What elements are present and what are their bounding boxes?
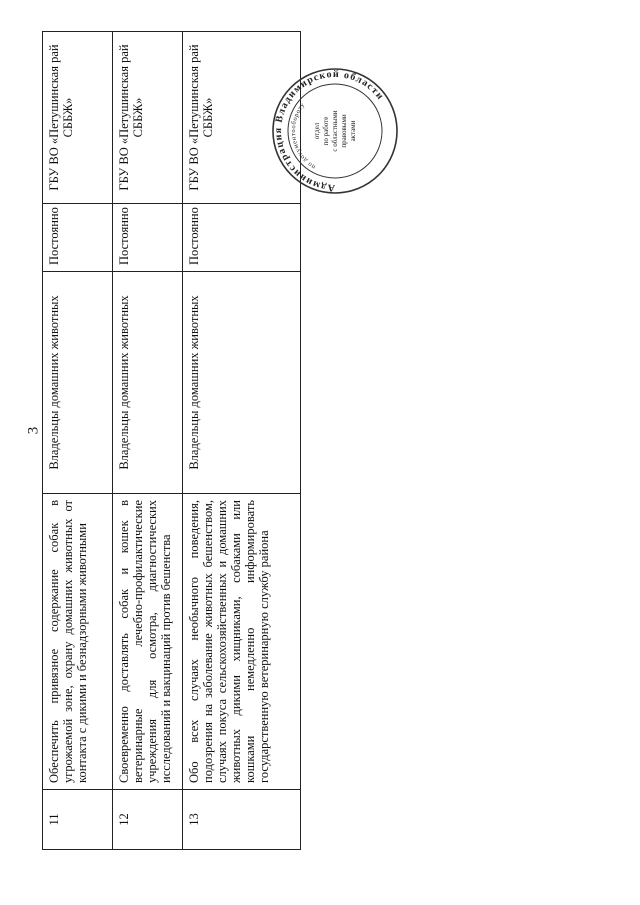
row-number: 11 (43, 790, 113, 850)
responsible: ГБУ ВО «Петушинская рай СББЖ» (43, 32, 113, 204)
measure-description: Своевременно доставлять собак и кошек в ветеринарные лечебно-профилактические учреждения для осмотра, диагностических исследований и вакцинаций против бешенства (113, 494, 183, 790)
rotated-page (42, 32, 300, 850)
deadline: Постоянно (183, 204, 301, 272)
row-number: 13 (183, 790, 301, 850)
deadline: Постоянно (43, 204, 113, 272)
page-number: 3 (25, 426, 42, 435)
responsible: ГБУ ВО «Петушинская рай СББЖ» (183, 32, 301, 204)
stamp-line: с областными (331, 110, 339, 152)
table-row (113, 32, 183, 850)
stamp-line: отдел (313, 122, 321, 140)
executor: Владельцы домашних животных (113, 272, 183, 494)
stamp-line: правовыми (340, 114, 348, 148)
table-row (43, 32, 113, 850)
official-stamp (270, 66, 400, 196)
measures-table (42, 31, 301, 850)
measure-description: Обеспечить привязное содержание собак в угрожаемой зоне, охрану домашних животных от контакта с дикими и безнадзорными животными (43, 494, 113, 790)
deadline: Постоянно (113, 204, 183, 272)
row-number: 12 (113, 790, 183, 850)
measure-description: Обо всех случаях необычного поведения, подозрения на заболевание животных бешенством, случаях покуса сельскохозяйственных и домашних животных дикими хищниками, собаками или кошками немедленно информировать государственную ветеринарную службу района (183, 494, 301, 790)
stamp-top-text: по документообороту (289, 101, 317, 171)
executor: Владельцы домашних животных (183, 272, 301, 494)
stamp-ring-text: Администрация Владимирской области (272, 68, 387, 194)
stamp-line: по работе (322, 116, 330, 146)
responsible: ГБУ ВО «Петушинская рай СББЖ» (113, 32, 183, 204)
executor: Владельцы домашних животных (43, 272, 113, 494)
stamp-line: актами (349, 120, 357, 142)
